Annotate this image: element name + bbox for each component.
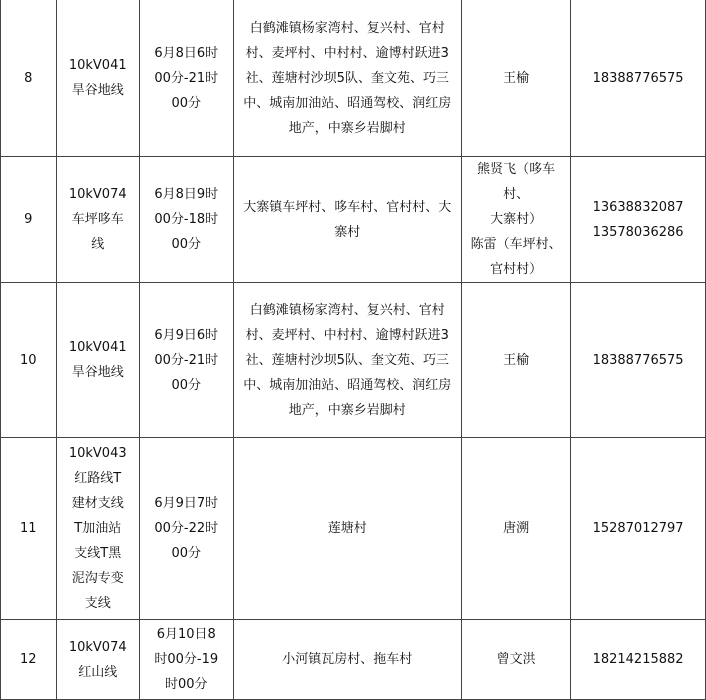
line-name: 10kV074 车坪哆车 线 [56, 157, 139, 283]
contact-phone: 13638832087 13578036286 [571, 157, 706, 283]
outage-time: 6月8日6时 00分-21时 00分 [139, 0, 233, 157]
row-number: 11 [1, 438, 57, 620]
row-number: 8 [1, 0, 57, 157]
row-number: 9 [1, 157, 57, 283]
line-name: 10kV041 旱谷地线 [56, 283, 139, 438]
affected-area: 白鹤滩镇杨家湾村、复兴村、官村村、麦坪村、中村村、逾博村跃进3社、莲塘村沙坝5队、奎文苑、巧三中、城南加油站、昭通驾校、润红房地产，中寨乡岩脚村 [233, 0, 461, 157]
contact-person: 唐溯 [462, 438, 571, 620]
outage-time: 6月10日8 时00分-19 时00分 [139, 620, 233, 700]
contact-phone: 18388776575 [571, 283, 706, 438]
affected-area: 莲塘村 [233, 438, 461, 620]
outage-time: 6月8日9时 00分-18时 00分 [139, 157, 233, 283]
affected-area: 小河镇瓦房村、拖车村 [233, 620, 461, 700]
table-row [1, 438, 706, 620]
contact-person: 王榆 [462, 0, 571, 157]
table-row [1, 283, 706, 438]
line-name: 10kV043 红路线T 建材支线 T加油站 支线T黑 泥沟专变 支线 [56, 438, 139, 620]
row-number: 12 [1, 620, 57, 700]
line-name: 10kV074 红山线 [56, 620, 139, 700]
contact-phone: 15287012797 [571, 438, 706, 620]
contact-person: 熊贤飞（哆车村、 大寨村） 陈雷（车坪村、 官村村） [462, 157, 571, 283]
contact-person: 王榆 [462, 283, 571, 438]
outage-time: 6月9日6时 00分-21时 00分 [139, 283, 233, 438]
table-row [1, 157, 706, 283]
affected-area: 白鹤滩镇杨家湾村、复兴村、官村村、麦坪村、中村村、逾博村跃进3社、莲塘村沙坝5队、奎文苑、巧三中、城南加油站、昭通驾校、润红房地产，中寨乡岩脚村 [233, 283, 461, 438]
table-row [1, 0, 706, 157]
affected-area: 大寨镇车坪村、哆车村、官村村、大寨村 [233, 157, 461, 283]
contact-person: 曾文洪 [462, 620, 571, 700]
line-name: 10kV041 旱谷地线 [56, 0, 139, 157]
table-row [1, 620, 706, 700]
contact-phone: 18214215882 [571, 620, 706, 700]
contact-phone: 18388776575 [571, 0, 706, 157]
row-number: 10 [1, 283, 57, 438]
outage-time: 6月9日7时 00分-22时 00分 [139, 438, 233, 620]
